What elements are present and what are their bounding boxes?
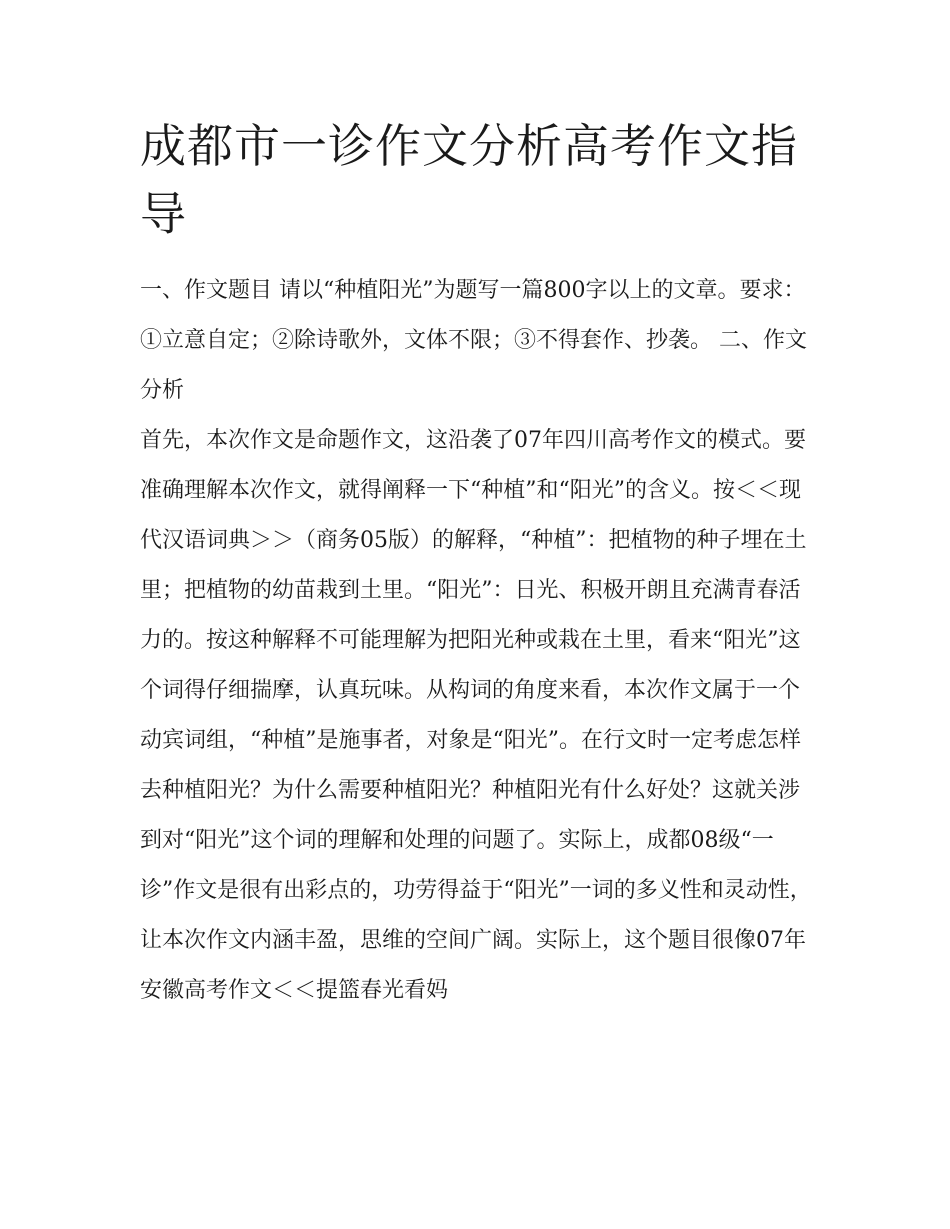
paragraph-analysis: 首先，本次作文是命题作文，这沿袭了07年四川高考作文的模式。要准确理解本次作文，就得阐释一下“种植”和“阳光”的含义。按＜＜现代汉语词典＞＞（商务05版）的解释，“种植”：把植物的种子埋在土里；把植物的幼苗栽到土里。“阳光”：日光、积极开朗且充满青春活力的。按这种解释不可能理解为把阳光种或栽在土里，看来“阳光”这个词得仔细揣摩，认真玩味。从构词的角度来看，本次作文属于一个动宾词组，“种植”是施事者，对象是“阳光”。在行文时一定考虑怎样去种植阳光？为什么需要种植阳光？种植阳光有什么好处？这就关涉到对“阳光”这个词的理解和处理的问题了。实际上，成都08级“一诊”作文是很有出彩点的，功劳得益于“阳光”一词的多义性和灵动性，让本次作文内涵丰盈，思维的空间广阔。实际上，这个题目很像07年安徽高考作文＜＜提篮春光看妈 <box>140 428 812 1003</box>
document-page <box>140 112 820 1016</box>
document-title: 成都市一诊作文分析高考作文指导 <box>140 119 798 241</box>
paragraph-prompt: 一、作文题目 请以“种植阳光”为题写一篇800字以上的文章。要求：①立意自定；②除诗歌外，文体不限；③不得套作、抄袭。 二、作文分析 <box>140 278 807 403</box>
